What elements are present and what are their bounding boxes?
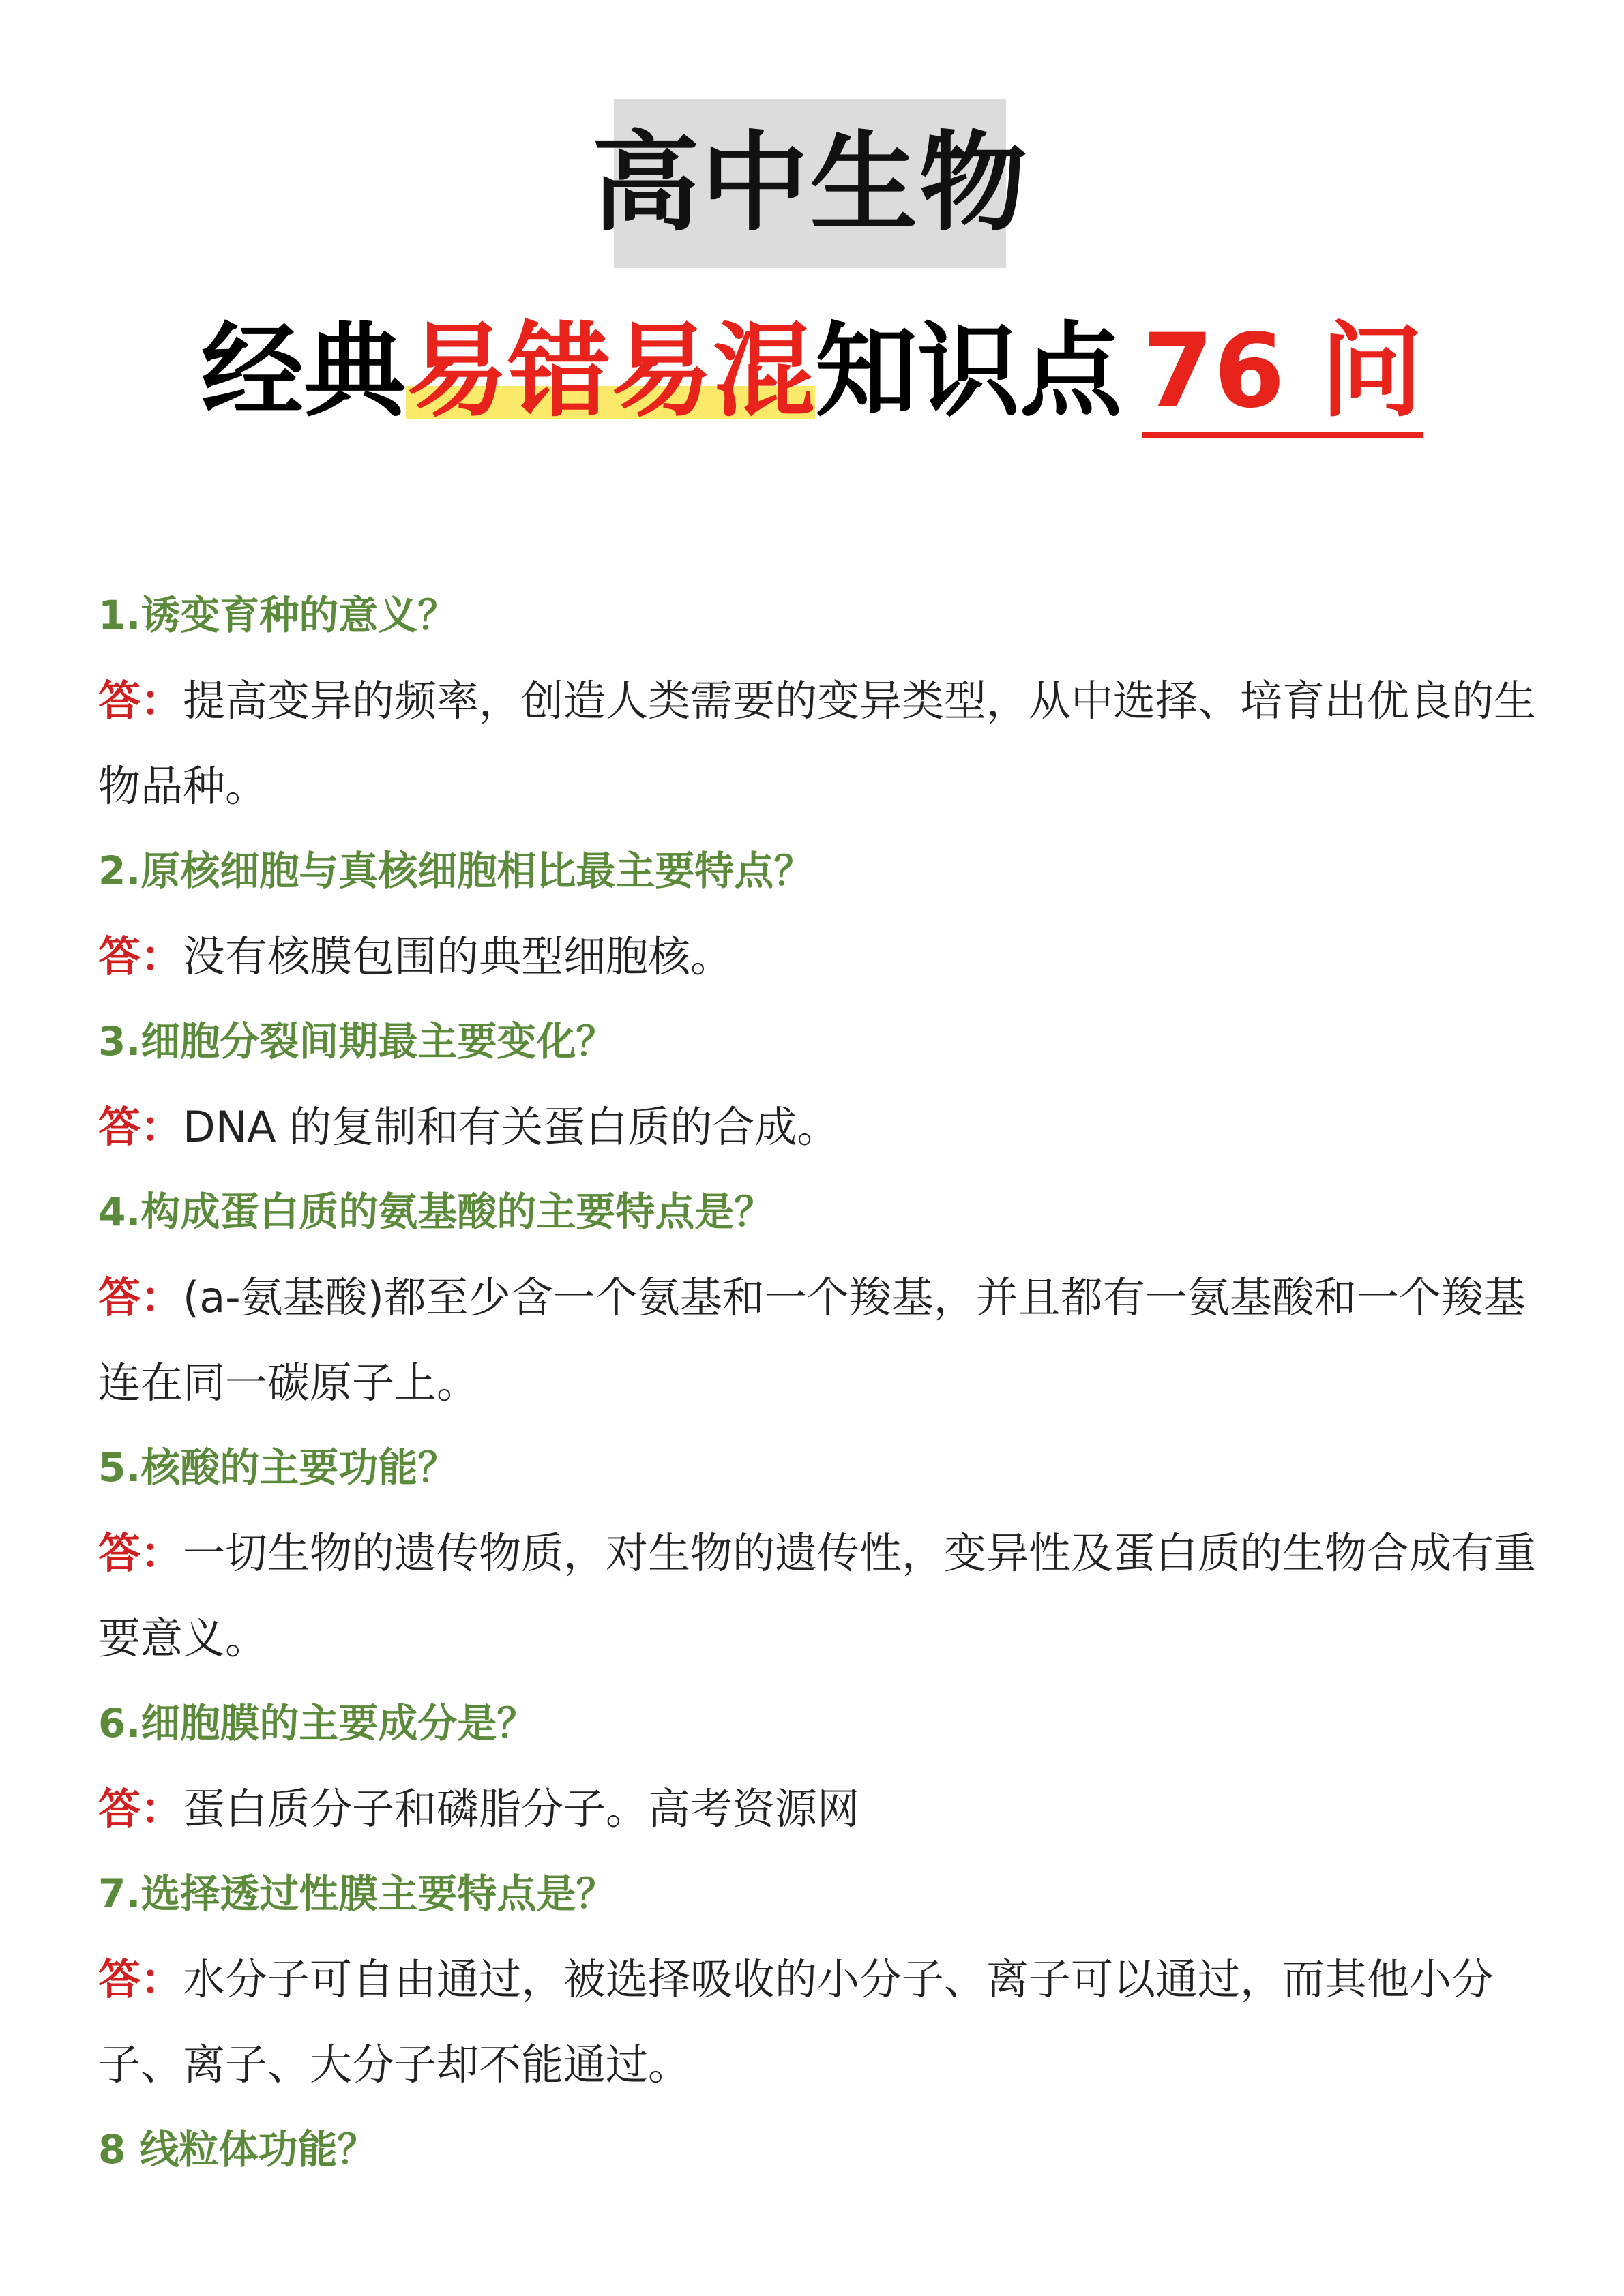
question-5: 5.核酸的主要功能？ [98,1444,458,1491]
answer-label: 答： [98,1954,183,2004]
answer-label: 答： [98,931,183,981]
title-box [591,99,1029,268]
page-title: 高中生物 [591,121,1029,246]
answer-text: 水分子可自由通过，被选择吸收的小分子、离子可以通过，而其他小分子、离子、大分子却不能通过。 [98,1954,1494,2089]
subtitle-prefix: 经典 [201,312,406,431]
answer-text: (a-氨基酸)都至少含一个氨基和一个羧基，并且都有一氨基酸和一个羧基连在同一碳原子上。 [98,1272,1526,1407]
subtitle-count: 76 问 [1142,312,1423,438]
page-subtitle [0,310,1624,433]
answer-7 [98,1937,1537,2107]
qa-list [98,573,1537,2192]
subtitle-highlight: 易错易混 [406,312,816,431]
answer-3 [98,1084,1537,1169]
question-8: 8 线粒体功能？ [98,2126,377,2173]
answer-text: 没有核膜包围的典型细胞核。 [183,931,733,981]
answer-text: DNA 的复制和有关蛋白质的合成。 [183,1102,840,1152]
question-1: 1.诱变育种的意义？ [98,592,458,638]
question-6: 6.细胞膜的主要成分是？ [98,1700,537,1746]
question-3: 3.细胞分裂间期最主要变化？ [98,1018,616,1064]
answer-5 [98,1510,1537,1681]
answer-text: 蛋白质分子和磷脂分子。高考资源网 [183,1784,860,1834]
question-4: 4.构成蛋白质的氨基酸的主要特点是？ [98,1189,774,1235]
answer-label: 答： [98,1784,183,1834]
answer-text: 一切生物的遗传物质，对生物的遗传性，变异性及蛋白质的生物合成有重要意义。 [98,1528,1537,1663]
answer-4 [98,1255,1537,1425]
answer-6 [98,1766,1537,1851]
subtitle-suffix: 知识点 [815,312,1123,431]
answer-label: 答： [98,676,183,726]
question-2: 2.原核细胞与真核细胞相比最主要特点？ [98,848,814,894]
question-7: 7.选择透过性膜主要特点是？ [98,1870,616,1917]
answer-2 [98,914,1537,999]
answer-label: 答： [98,1102,183,1152]
answer-text: 提高变异的频率，创造人类需要的变异类型，从中选择、培育出优良的生物品种。 [98,676,1537,811]
answer-1 [98,658,1537,829]
answer-label: 答： [98,1272,183,1322]
answer-label: 答： [98,1528,183,1578]
